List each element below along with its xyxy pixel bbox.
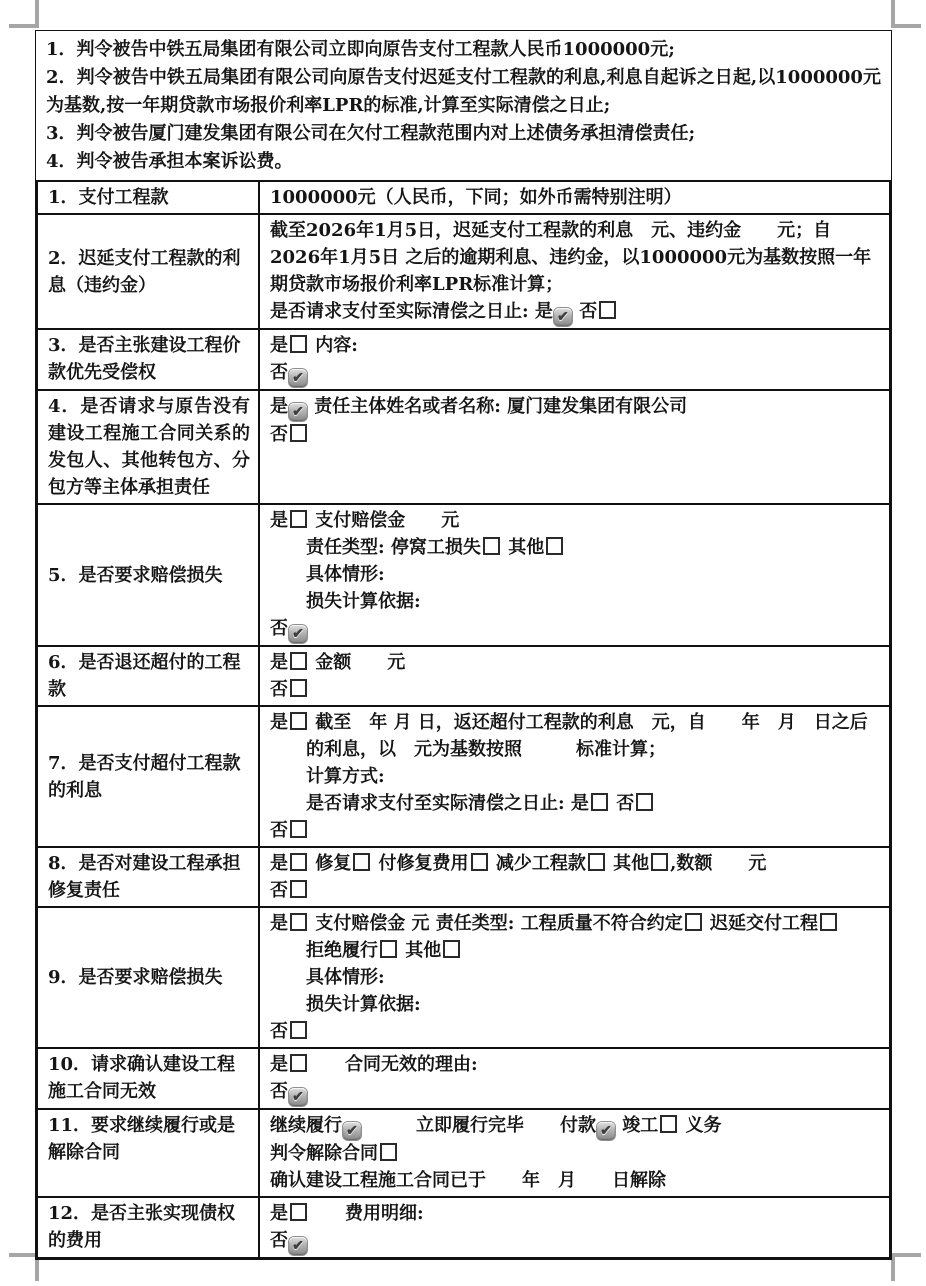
content-line: 具体情形: bbox=[270, 564, 385, 585]
table-row bbox=[37, 1109, 890, 1197]
empty-checkbox-icon bbox=[651, 853, 668, 871]
checked-checkbox-icon: ✔ bbox=[597, 1122, 615, 1140]
empty-checkbox-icon bbox=[443, 940, 460, 958]
empty-checkbox-icon bbox=[546, 537, 563, 555]
row-content-cell bbox=[259, 1048, 890, 1109]
empty-checkbox-icon bbox=[290, 424, 307, 442]
empty-checkbox-icon bbox=[290, 510, 307, 528]
crop-mark-top-right bbox=[891, 0, 921, 28]
claim-item: 2．判令被告中铁五局集团有限公司向原告支付迟延支付工程款的利息,利息自起诉之日起,以1000000元为基数,按一年期贷款市场报价利率LPR的标准,计算至实际清偿之日止; bbox=[46, 67, 881, 116]
content-line: 损失计算依据: bbox=[270, 591, 421, 612]
content-line: 是 合同无效的理由: bbox=[270, 1054, 478, 1075]
row-label-cell bbox=[37, 329, 259, 390]
empty-checkbox-icon bbox=[380, 1143, 397, 1161]
content-line: 损失计算依据: bbox=[270, 994, 421, 1015]
empty-checkbox-icon bbox=[290, 913, 307, 931]
row-label: 8．是否对建设工程承担修复责任 bbox=[48, 853, 241, 901]
empty-checkbox-icon bbox=[290, 1203, 307, 1221]
content-line: 否 bbox=[270, 1018, 881, 1045]
content-line: 拒绝履行 其他 bbox=[270, 937, 881, 964]
claim-item: 4．判令被告承担本案诉讼费。 bbox=[46, 151, 293, 172]
row-label-cell bbox=[37, 706, 259, 847]
content-line: 继续履行 ✔ 立即履行完毕 付款 ✔ 竣工 义务 bbox=[270, 1115, 722, 1139]
row-content-cell bbox=[259, 1197, 890, 1258]
table-row bbox=[37, 504, 890, 646]
content-line: 是 金额 元 bbox=[270, 652, 406, 673]
row-label-cell bbox=[37, 1197, 259, 1258]
row-content-cell bbox=[259, 181, 890, 214]
empty-checkbox-icon bbox=[290, 880, 307, 898]
checked-checkbox-icon: ✔ bbox=[289, 1237, 307, 1255]
row-content-cell bbox=[259, 847, 890, 907]
content-line: 是否请求支付至实际清偿之日止: 是 否 bbox=[270, 790, 881, 817]
content-line: 是否请求支付至实际清偿之日止: 是 ✔ 否 bbox=[270, 298, 881, 326]
empty-checkbox-icon bbox=[290, 853, 307, 871]
empty-checkbox-icon bbox=[290, 820, 307, 838]
table-row bbox=[37, 390, 890, 504]
crop-mark-top-left bbox=[9, 0, 39, 28]
empty-checkbox-icon bbox=[591, 793, 608, 811]
row-content-cell bbox=[259, 504, 890, 646]
row-label-cell bbox=[37, 214, 259, 329]
row-content-cell bbox=[259, 907, 890, 1048]
empty-checkbox-icon bbox=[599, 301, 616, 319]
content-line: 确认建设工程施工合同已于 年 月 日解除 bbox=[270, 1170, 666, 1191]
empty-checkbox-icon bbox=[685, 913, 702, 931]
empty-checkbox-icon bbox=[588, 853, 605, 871]
content-line: 否 ✔ bbox=[270, 615, 881, 643]
checked-checkbox-icon: ✔ bbox=[289, 625, 307, 643]
claim-item: 1．判令被告中铁五局集团有限公司立即向原告支付工程款人民币1000000元; bbox=[46, 39, 675, 60]
empty-checkbox-icon bbox=[290, 712, 307, 730]
row-content-cell bbox=[259, 1109, 890, 1197]
crop-mark-bottom-right bbox=[891, 1253, 921, 1281]
content-line: 的利息，以 元为基数按照 标准计算； bbox=[270, 739, 666, 760]
checked-checkbox-icon: ✔ bbox=[289, 403, 307, 421]
table-row bbox=[37, 329, 890, 390]
row-content-cell bbox=[259, 646, 890, 706]
table-row bbox=[37, 847, 890, 907]
row-label: 10．请求确认建设工程施工合同无效 bbox=[48, 1054, 236, 1102]
row-label: 9．是否要求赔偿损失 bbox=[48, 967, 223, 988]
table-row bbox=[37, 1048, 890, 1109]
content-line: 是 支付赔偿金 元 bbox=[270, 510, 460, 531]
content-line: 截至2026年1月5日，迟延支付工程款的利息 元、违约金 元；自 bbox=[270, 220, 832, 241]
content-line: 2026年1月5日 之后的逾期利息、违约金，以1000000元为基数按照一年 bbox=[270, 247, 872, 268]
content-line: 否 bbox=[270, 676, 881, 703]
row-label: 7．是否支付超付工程款的利息 bbox=[48, 752, 241, 801]
empty-checkbox-icon bbox=[660, 1115, 677, 1133]
row-label: 12．是否主张实现债权的费用 bbox=[48, 1203, 236, 1251]
row-label: 1．支付工程款 bbox=[48, 187, 169, 208]
content-line: 是 内容: bbox=[270, 335, 358, 356]
checked-checkbox-icon: ✔ bbox=[289, 369, 307, 387]
checked-checkbox-icon: ✔ bbox=[289, 1088, 307, 1106]
checked-checkbox-icon: ✔ bbox=[554, 308, 572, 326]
row-content-cell bbox=[259, 706, 890, 847]
empty-checkbox-icon bbox=[290, 1021, 307, 1039]
content-line: 计算方式: bbox=[270, 766, 385, 787]
table-row bbox=[37, 706, 890, 847]
content-line: 否 ✔ bbox=[270, 359, 881, 387]
row-label: 4．是否请求与原告没有建设工程施工合同关系的发包人、其他转包方、分包方等主体承担责任 bbox=[48, 396, 250, 498]
content-line: 是 费用明细: bbox=[270, 1203, 424, 1224]
row-label: 11．要求继续履行或是解除合同 bbox=[48, 1115, 236, 1163]
content-line: 否 ✔ bbox=[270, 1227, 881, 1255]
checked-checkbox-icon: ✔ bbox=[343, 1122, 361, 1140]
row-label-cell bbox=[37, 907, 259, 1048]
row-label: 6．是否退还超付的工程款 bbox=[48, 652, 241, 700]
table-row bbox=[37, 907, 890, 1048]
row-label: 5．是否要求赔偿损失 bbox=[48, 564, 223, 586]
claims-detail-table bbox=[36, 180, 891, 1259]
table-row bbox=[37, 1197, 890, 1258]
empty-checkbox-icon bbox=[483, 537, 500, 555]
empty-checkbox-icon bbox=[290, 679, 307, 697]
row-content-cell bbox=[259, 214, 890, 329]
table-row bbox=[37, 646, 890, 706]
row-label-cell bbox=[37, 181, 259, 214]
claim-item: 3．判令被告厦门建发集团有限公司在欠付工程款范围内对上述债务承担清偿责任; bbox=[46, 123, 696, 144]
content-line: 1000000元（人民币，下同；如外币需特别注明） bbox=[270, 187, 682, 208]
content-line: 责任类型: 停窝工损失 其他 bbox=[270, 534, 881, 561]
row-label-cell bbox=[37, 1109, 259, 1197]
row-label-cell bbox=[37, 1048, 259, 1109]
content-line: 是 截至 年 月 日，返还超付工程款的利息 元，自 年 月 日之后 bbox=[270, 712, 868, 733]
row-content-cell bbox=[259, 390, 890, 504]
litigation-claims-form bbox=[35, 30, 892, 1260]
content-line: 否 bbox=[270, 421, 881, 448]
empty-checkbox-icon bbox=[290, 652, 307, 670]
empty-checkbox-icon bbox=[353, 853, 370, 871]
content-line: 是 支付赔偿金 元 责任类型: 工程质量不符合约定 迟延交付工程 bbox=[270, 910, 881, 937]
table-row bbox=[37, 181, 890, 214]
content-line: 否 bbox=[270, 817, 881, 844]
row-label: 2．迟延支付工程款的利息（违约金） bbox=[48, 247, 241, 296]
claims-list bbox=[36, 31, 891, 180]
row-label-cell bbox=[37, 504, 259, 646]
row-label-cell bbox=[37, 646, 259, 706]
row-content-cell bbox=[259, 329, 890, 390]
row-label: 3．是否主张建设工程价款优先受偿权 bbox=[48, 335, 241, 383]
content-line: 是 修复 付修复费用 减少工程款 其他 ,数额 元 bbox=[270, 853, 767, 874]
empty-checkbox-icon bbox=[820, 913, 837, 931]
content-line: 否 bbox=[270, 877, 881, 904]
content-line: 否 ✔ bbox=[270, 1078, 881, 1106]
row-label-cell bbox=[37, 847, 259, 907]
content-line: 期贷款市场报价利率LPR标准计算； bbox=[270, 274, 564, 295]
row-label-cell bbox=[37, 390, 259, 504]
empty-checkbox-icon bbox=[290, 1054, 307, 1072]
content-line: 判令解除合同 bbox=[270, 1140, 881, 1167]
content-line: 具体情形: bbox=[270, 967, 385, 988]
empty-checkbox-icon bbox=[290, 335, 307, 353]
table-row bbox=[37, 214, 890, 329]
empty-checkbox-icon bbox=[636, 793, 653, 811]
empty-checkbox-icon bbox=[471, 853, 488, 871]
empty-checkbox-icon bbox=[380, 940, 397, 958]
content-line: 是 ✔ 责任主体姓名或者名称: 厦门建发集团有限公司 bbox=[270, 396, 688, 420]
